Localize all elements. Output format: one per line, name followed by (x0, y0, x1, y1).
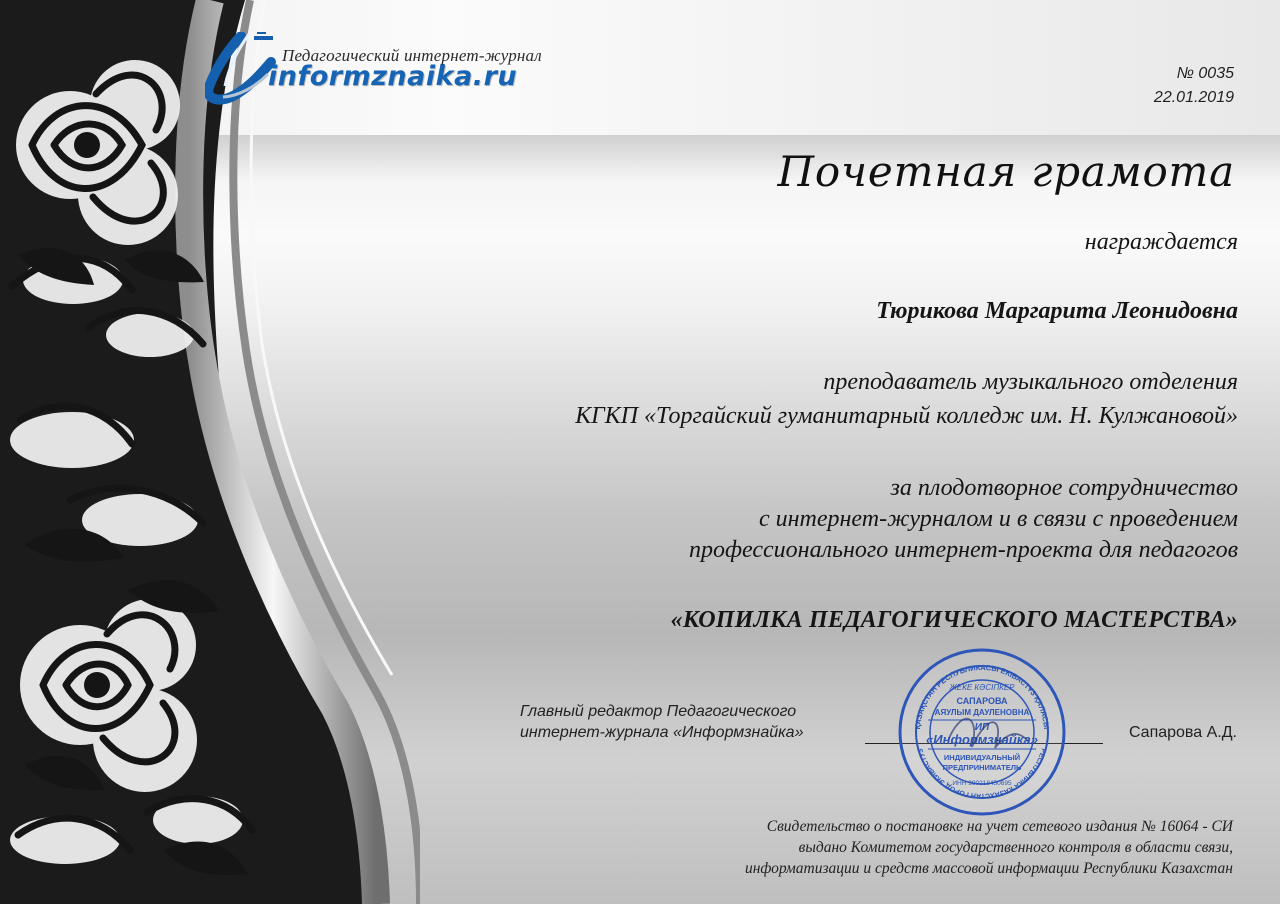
stamp-center-text: «Информзнайка» (926, 732, 1038, 747)
round-stamp (894, 646, 1070, 818)
stamp-bottom-text: ИНДИВИДУАЛЬНЫЙ (943, 753, 1021, 762)
reason-line: с интернет-журналом и в связи с проведением (758, 506, 1238, 532)
reason-line: за плодотворное сотрудничество (890, 475, 1238, 501)
journal-subtitle: Педагогический интернет-журнал (282, 46, 542, 65)
stamp-outer-bottom: РЕСПУБЛИКА КАЗАХСТАН ГОРОД ЭКИБАСТУЗ (917, 747, 1047, 800)
position-line: КГКП «Торгайский гуманитарный колледж им. Н. Кулжановой» (575, 403, 1238, 429)
journal-name: informznaika.ru (268, 61, 518, 92)
stamp-center-text: ИП (974, 722, 990, 733)
black-floral-ornament (0, 0, 420, 904)
stamp-inn: ИНН 980218450695 (952, 780, 1012, 787)
editor-line: интернет-журнала «Информзнайка» (520, 724, 804, 741)
certificate-number: № 0035 (1176, 65, 1234, 82)
registration-line: выдано Комитетом государственного контроля в области связи, (798, 839, 1233, 856)
registration-line: Свидетельство о постановке на учет сетевого издания № 16064 - СИ (766, 818, 1233, 835)
project-name: «КОПИЛКА ПЕДАГОГИЧЕСКОГО МАСТЕРСТВА» (670, 607, 1238, 633)
stamp-outer-top: ҚАЗАҚСТАН РЕСПУБЛИКАСЫ ЕКІБАСТҰЗ ҚАЛАСЫ (913, 662, 1052, 730)
recipient-position (575, 365, 1238, 433)
registration-note (745, 816, 1233, 879)
position-line: преподаватель музыкального отделения (823, 369, 1238, 395)
journal-logo (205, 32, 635, 107)
certificate-title: Почетная грамота (777, 147, 1235, 196)
certificate-date: 22.01.2019 (1153, 89, 1234, 106)
stamp-inner-top: ЖЕКЕ КӘСІПКЕР (949, 683, 1015, 692)
editor-name: Сапарова А.Д. (1128, 724, 1237, 741)
reason-line: профессионального интернет-проекта для педагогов (689, 537, 1238, 563)
award-reason (689, 473, 1238, 566)
stamp-name-line: АЯУЛЫМ ДАУЛЕНОВНА (934, 708, 1030, 717)
editor-line: Главный редактор Педагогического (520, 703, 797, 720)
awarded-text: награждается (1084, 229, 1238, 255)
stamp-name-line: САПАРОВА (956, 696, 1008, 706)
stamp-bottom-text: ПРЕДПРИНИМАТЕЛЬ (942, 763, 1022, 772)
registration-line: информатизации и средств массовой информации Республики Казахстан (744, 860, 1233, 877)
recipient-name: Тюрикова Маргарита Леонидовна (876, 298, 1238, 324)
editor-title (520, 701, 870, 743)
